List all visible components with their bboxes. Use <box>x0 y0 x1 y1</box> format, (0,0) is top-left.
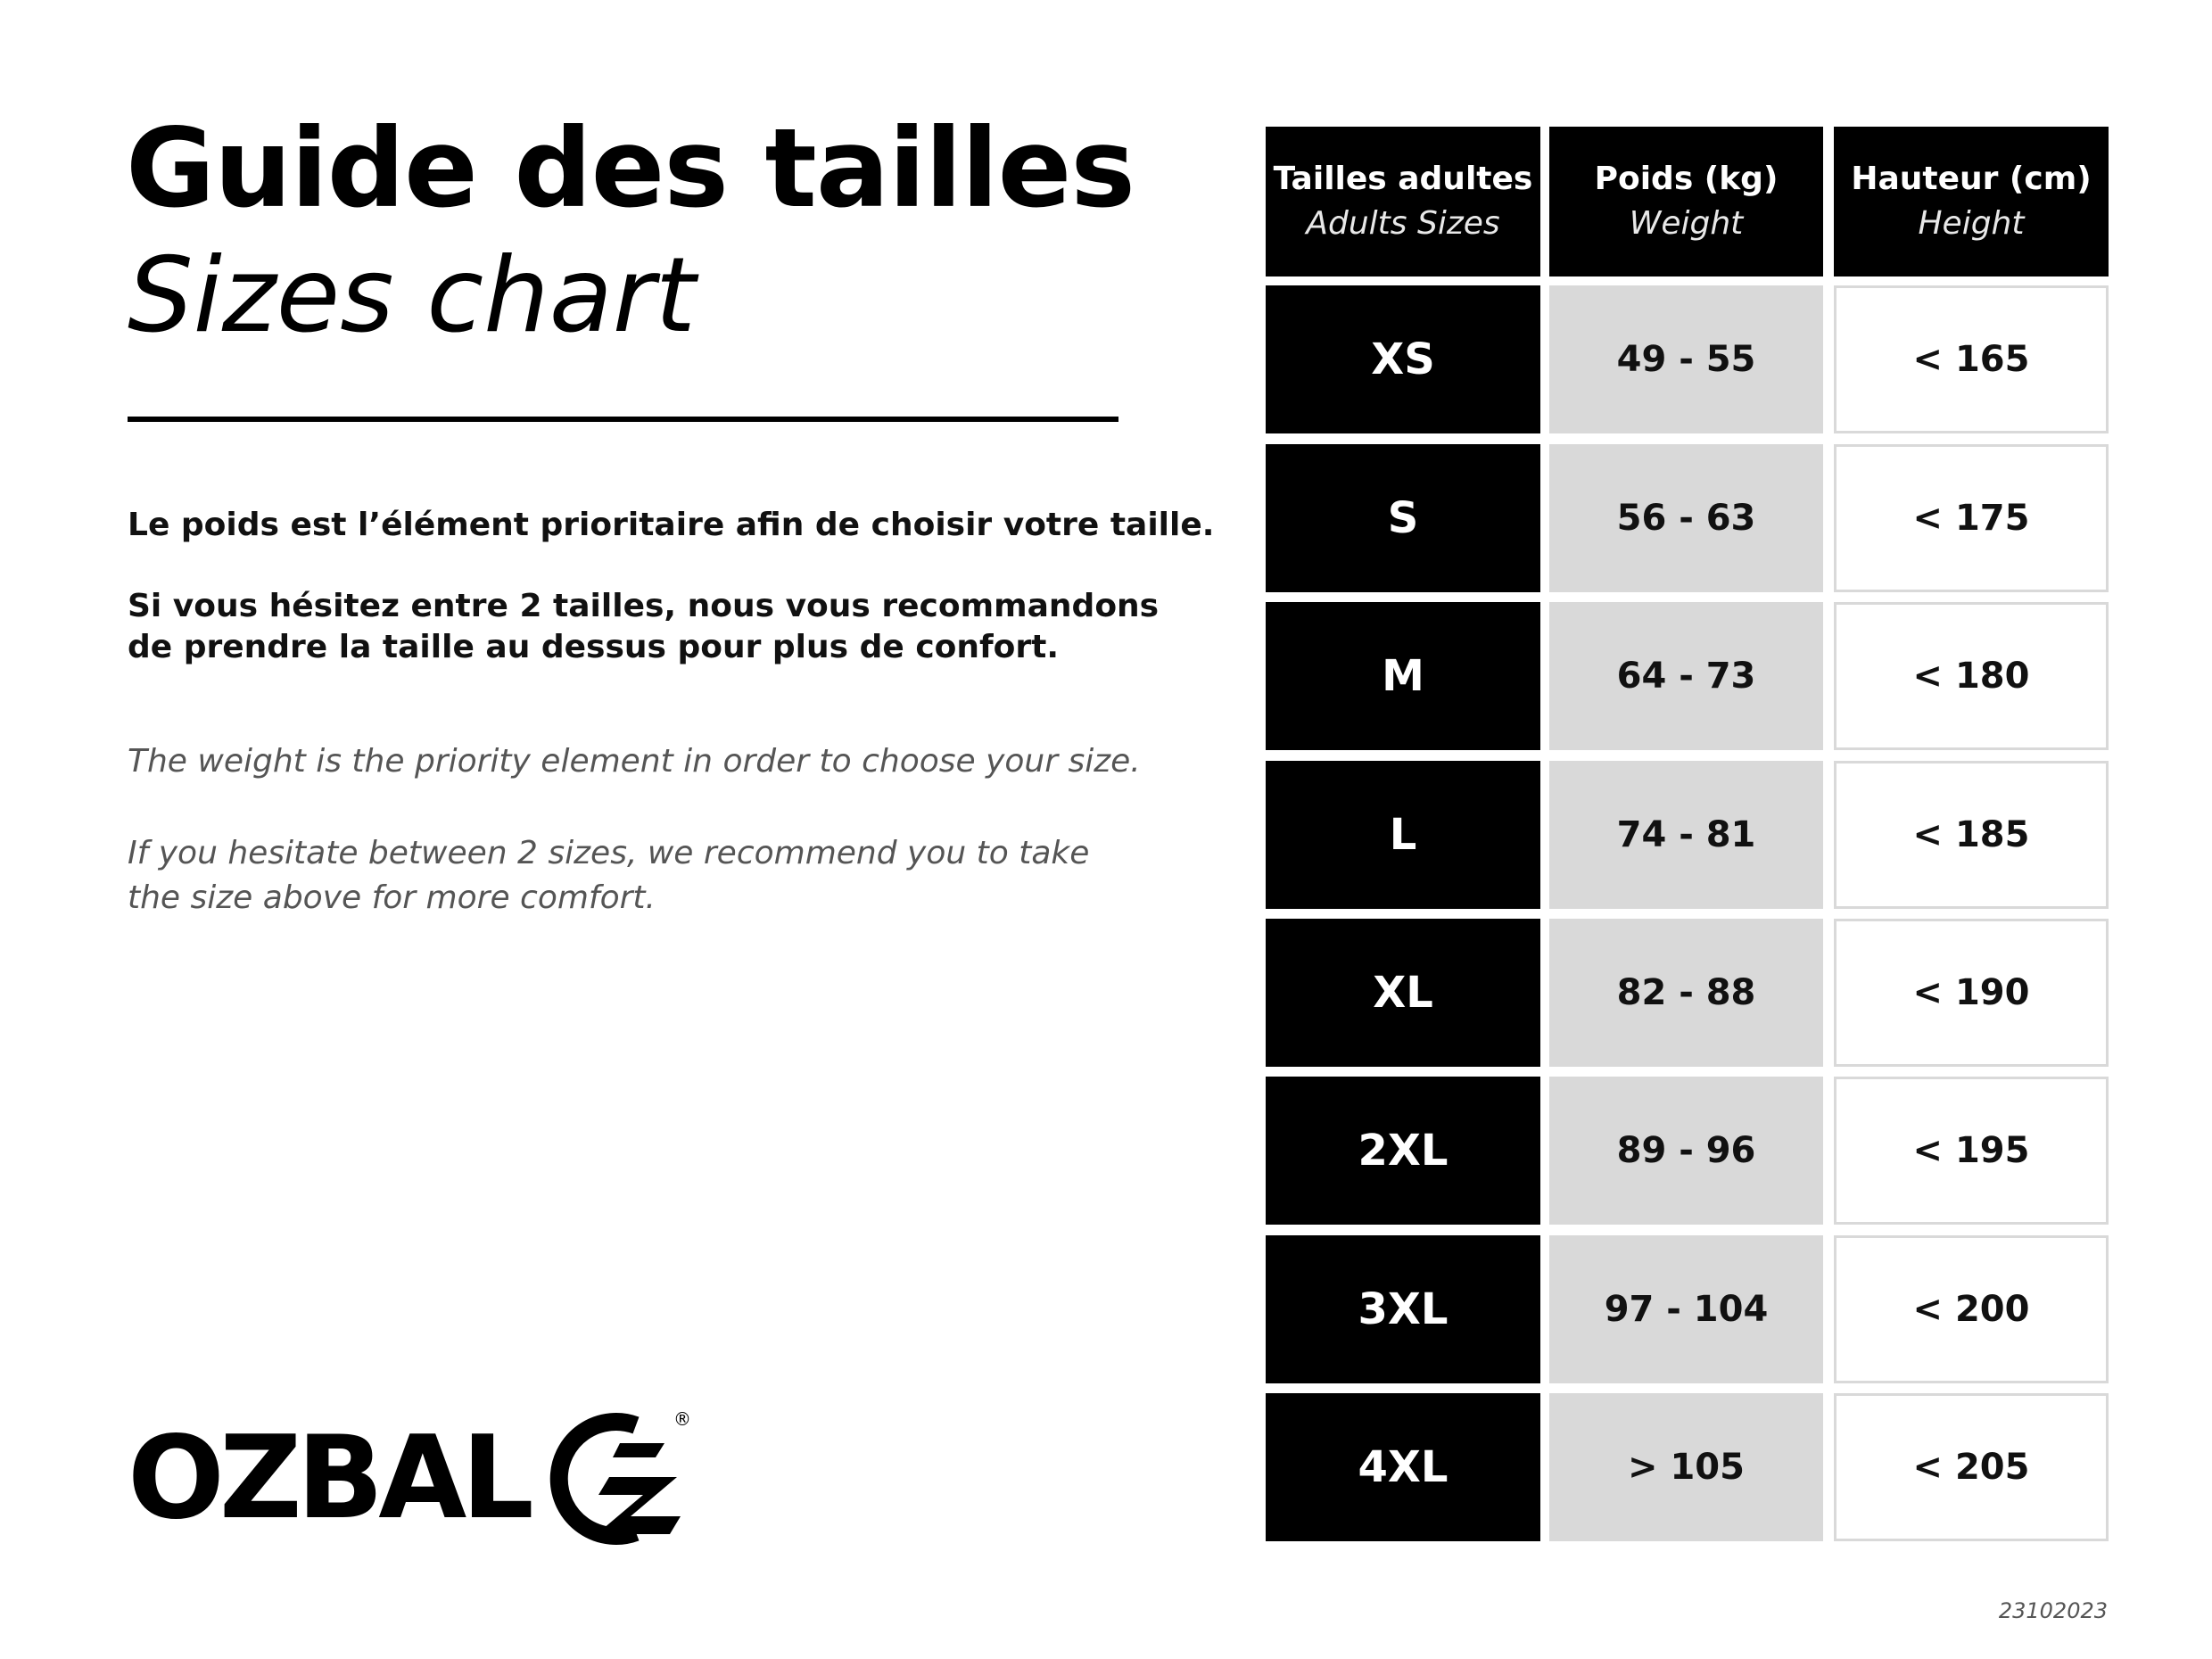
table-row <box>1266 1393 2109 1541</box>
table-row <box>1266 919 2109 1067</box>
header-weight <box>1549 127 1823 276</box>
height-cell: < 195 <box>1834 1077 2109 1225</box>
title-divider <box>128 417 1118 422</box>
hesitate-text-en <box>128 831 1089 920</box>
ozbal-z-logo-icon <box>531 1407 709 1550</box>
weight-cell: 64 - 73 <box>1549 602 1823 750</box>
weight-priority-text-fr: Le poids est l’élément prioritaire afin de choisir votre taille. <box>128 507 1215 543</box>
size-cell: S <box>1266 444 1540 592</box>
header-size-label: Tailles adultes <box>1273 161 1533 197</box>
height-cell: < 185 <box>1834 761 2109 909</box>
height-cell: < 200 <box>1834 1235 2109 1383</box>
size-table-header <box>1266 127 2109 276</box>
ozbal-logo <box>128 1407 716 1550</box>
weight-cell: 89 - 96 <box>1549 1077 1823 1225</box>
header-height-label: Hauteur (cm) <box>1851 161 2092 197</box>
page-title-en: Sizes chart <box>128 235 696 356</box>
weight-cell: 49 - 55 <box>1549 285 1823 433</box>
weight-priority-text-en: The weight is the priority element in order to choose your size. <box>128 743 1141 780</box>
logo-wordmark: OZBAL <box>128 1412 529 1545</box>
hesitate-text-fr-line1: Si vous hésitez entre 2 tailles, nous vous recommandons <box>128 588 1160 624</box>
header-weight-sublabel: Weight <box>1629 205 1744 242</box>
hesitate-text-en-line1: If you hesitate between 2 sizes, we recommend you to take <box>128 835 1090 871</box>
height-cell: < 205 <box>1834 1393 2109 1541</box>
hesitate-text-en-line2: the size above for more comfort. <box>128 879 656 916</box>
size-cell: M <box>1266 602 1540 750</box>
table-row <box>1266 285 2109 433</box>
hesitate-text-fr-line2: de prendre la taille au dessus pour plus de confort. <box>128 629 1060 665</box>
weight-cell: 74 - 81 <box>1549 761 1823 909</box>
height-cell: < 180 <box>1834 602 2109 750</box>
table-row <box>1266 602 2109 750</box>
table-row <box>1266 761 2109 909</box>
weight-cell: 82 - 88 <box>1549 919 1823 1067</box>
size-cell: 3XL <box>1266 1235 1540 1383</box>
height-cell: < 190 <box>1834 919 2109 1067</box>
registered-mark: ® <box>673 1408 691 1430</box>
weight-cell: 97 - 104 <box>1549 1235 1823 1383</box>
hesitate-text-fr <box>128 586 1159 668</box>
height-cell: < 175 <box>1834 444 2109 592</box>
size-cell: XS <box>1266 285 1540 433</box>
header-size-sublabel: Adults Sizes <box>1306 205 1500 242</box>
header-size <box>1266 127 1540 276</box>
document-code: 23102023 <box>1998 1598 2108 1623</box>
table-row <box>1266 1077 2109 1225</box>
size-cell: XL <box>1266 919 1540 1067</box>
table-row <box>1266 444 2109 592</box>
weight-cell: 56 - 63 <box>1549 444 1823 592</box>
height-cell: < 165 <box>1834 285 2109 433</box>
header-weight-label: Poids (kg) <box>1594 161 1779 197</box>
size-cell: 2XL <box>1266 1077 1540 1225</box>
header-height <box>1834 127 2109 276</box>
table-row <box>1266 1235 2109 1383</box>
header-height-sublabel: Height <box>1918 205 2025 242</box>
page-title-fr: Guide des tailles <box>126 105 1135 232</box>
size-cell: L <box>1266 761 1540 909</box>
weight-cell: > 105 <box>1549 1393 1823 1541</box>
size-cell: 4XL <box>1266 1393 1540 1541</box>
